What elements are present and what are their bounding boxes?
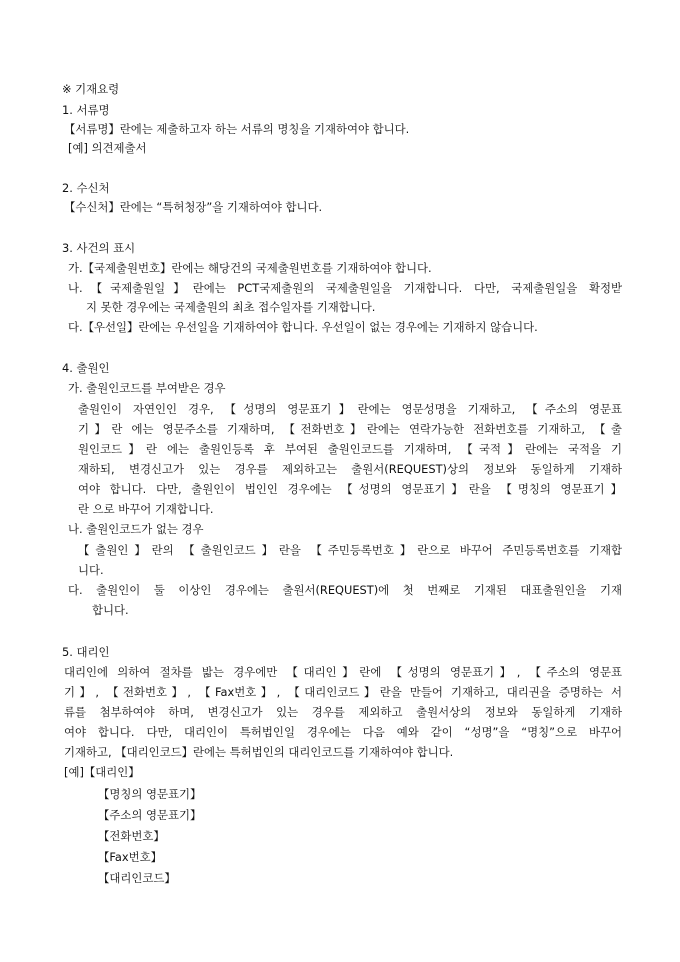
section-5-line2: 기】, 【전화번호】, 【Fax번호】, 【대리인코드】란을 만들어 기재하고, 대리권을 증명하는 서 <box>64 685 622 699</box>
section-3-item-a: 가.【국제출원번호】란에는 해당건의 국제출원번호를 기재하여야 합니다. <box>68 261 432 275</box>
example-field-phone: 【전화번호】 <box>98 829 165 843</box>
section-2-title: 2. 수신처 <box>62 181 110 195</box>
section-5-line4: 여야 합니다. 다만, 대리인이 특허법인일 경우에는 다음 예와 같이 “성명”을 “명칭”으로 바꾸어 <box>64 725 622 739</box>
section-4-item-c-line2: 합니다. <box>92 603 129 617</box>
notes-heading: ※ 기재요령 <box>62 82 120 96</box>
section-4-item-c-line1: 다. 출원인이 둘 이상인 경우에는 출원서(REQUEST)에 첫 번째로 기재된 대표출원인을 기재 <box>68 583 622 597</box>
section-5-line1: 대리인에 의하여 절차를 밟는 경우에만 【대리인】란에 【성명의 영문표기】, 【주소의 영문표 <box>64 665 622 679</box>
section-5-title: 5. 대리인 <box>62 645 110 659</box>
section-2-body: 【수신처】란에는 “특허청장”을 기재하여야 합니다. <box>64 200 323 214</box>
section-4-a-line4: 재하되, 변경신고가 있는 경우를 제외하고는 출원서(REQUEST)상의 정보와 동일하게 기재하 <box>78 462 622 476</box>
section-4-a-line2: 기】란 에는 영문주소를 기재하며, 【전화번호】란에는 연락가능한 전화번호를 기재하고, 【출 <box>78 422 622 436</box>
section-4-title: 4. 출원인 <box>62 361 110 375</box>
section-5-example: [예]【대리인】 <box>64 765 140 779</box>
section-3-item-b-line1: 나.【국제출원일】란에는 PCT국제출원의 국제출원일을 기재합니다. 다만, 국제출원일을 확정받 <box>68 281 622 295</box>
section-5-line3: 류를 첨부하여야 하며, 변경신고가 있는 경우를 제외하고 출원서상의 정보와 동일하게 기재하 <box>64 705 622 719</box>
section-1-body: 【서류명】란에는 제출하고자 하는 서류의 명칭을 기재하여야 합니다. <box>64 122 410 136</box>
section-4-a-line6: 란 으로 바꾸어 기재합니다. <box>78 502 214 516</box>
section-4-a-line5: 여야 합니다. 다만, 출원인이 법인인 경우에는 【성명의 영문표기】란을 【명칭의 영문표기】 <box>78 482 622 496</box>
section-3-item-b-line2: 지 못한 경우에는 국제출원의 최초 접수일자를 기재합니다. <box>86 300 376 314</box>
section-4-a-line1: 출원인이 자연인인 경우, 【성명의 영문표기】란에는 영문성명을 기재하고, 【주소의 영문표 <box>78 402 622 416</box>
section-3-title: 3. 사건의 표시 <box>62 241 136 255</box>
example-field-address: 【주소의 영문표기】 <box>98 808 202 822</box>
section-1-title: 1. 서류명 <box>62 103 110 117</box>
section-1-example: [예] 의견제출서 <box>68 141 147 155</box>
section-3-item-c: 다.【우선일】란에는 우선일을 기재하여야 합니다. 우선일이 없는 경우에는 기재하지 않습니다. <box>68 320 538 334</box>
section-5-line5: 기재하고, 【대리인코드】란에는 특허법인의 대리인코드를 기재하여야 합니다. <box>64 745 454 759</box>
example-field-fax: 【Fax번호】 <box>98 850 163 864</box>
section-4-item-a: 가. 출원인코드를 부여받은 경우 <box>68 381 226 395</box>
section-4-item-b: 나. 출원인코드가 없는 경우 <box>68 522 204 536</box>
example-field-agent-code: 【대리인코드】 <box>98 871 176 885</box>
example-field-name: 【명칭의 영문표기】 <box>98 787 202 801</box>
section-4-b-line2: 니다. <box>78 563 104 577</box>
section-4-a-line3: 원인코드】란 에는 출원인등록 후 부여된 출원인코드를 기재하며, 【국적】란에는 국적을 기 <box>78 442 622 456</box>
section-4-b-line1: 【출원인】란의 【출원인코드】란을 【주민등록번호】란으로 바꾸어 주민등록번호를 기재합 <box>78 543 622 557</box>
